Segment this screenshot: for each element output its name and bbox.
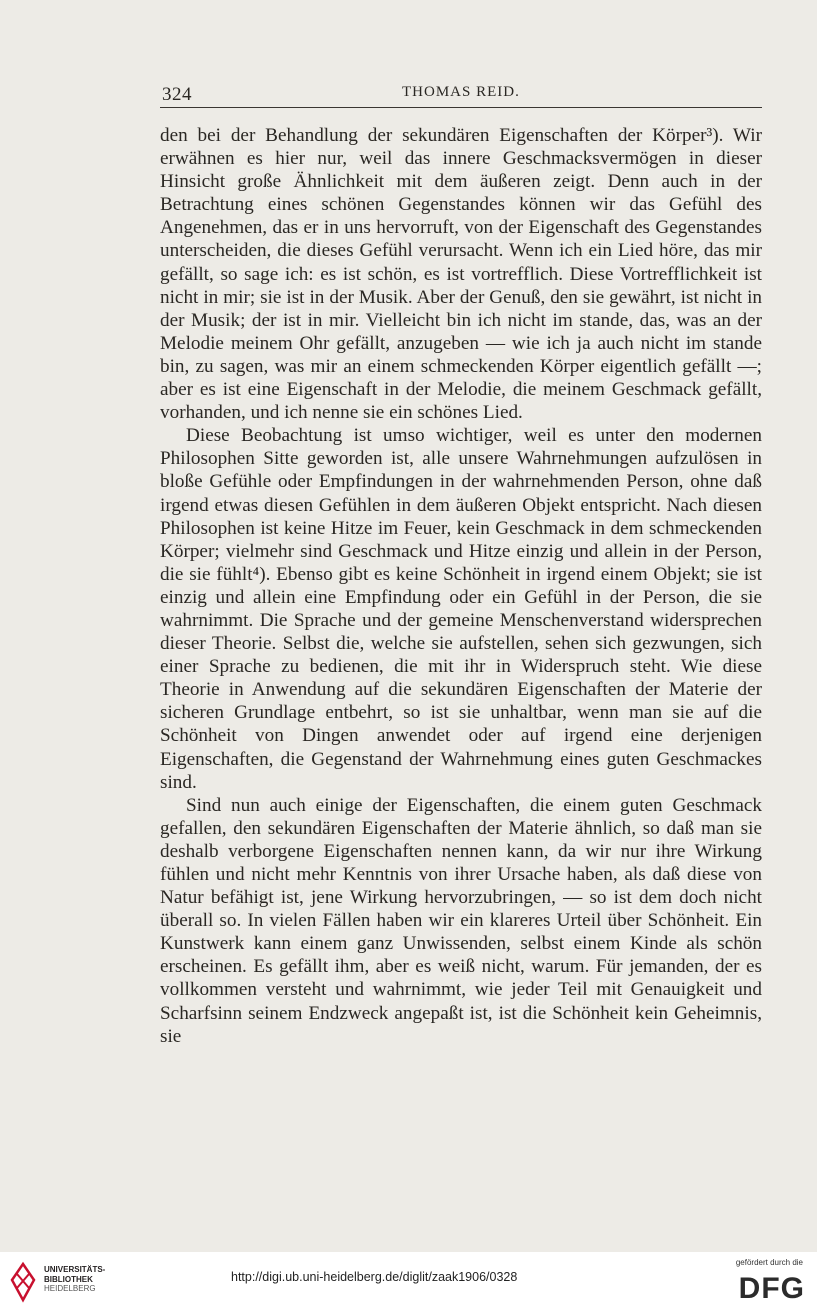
page-number: 324 [162,84,192,105]
header-rule [160,107,762,108]
page-header [160,82,760,110]
viewer-footer [0,1252,817,1312]
library-logo-icon [8,1260,38,1304]
running-head: THOMAS REID. [402,84,520,100]
paragraph-1: den bei der Behandlung der sekundären Eigenschaften der Körper³). Wir erwähnen es hier nur, weil das innere Geschmacksvermögen in dieser Hinsicht große Ähnlichkeit mit dem äußeren zeigt. Denn auch in der Betrachtung eines schönen Gegenstandes können wir das Gefühl des Angenehmen, das er in uns hervorruft, von der Eigenschaft des Gegenstandes unterscheiden, die dieses Gefühl verursacht. Wenn ich ein Lied höre, das mir gefällt, so sage ich: es ist schön, es ist vortrefflich. Diese Vortrefflichkeit ist nicht in mir; sie ist in der Musik. Aber der Genuß, den sie gewährt, ist nicht in der Musik; der ist in mir. Vielleicht bin ich nicht im stande, das, was an der Melodie meinem Ohr gefällt, anzugeben — wie ich ja auch nicht im stande bin, zu sagen, was mir an einem schmeckenden Körper eigentlich gefällt —; aber es ist eine Eigenschaft in der Melodie, die meinem Geschmack gefällt, vorhanden, und ich nenne sie ein schönes Lied. [160,125,762,424]
library-name: UNIVERSITÄTS- BIBLIOTHEK HEIDELBERG [44,1265,106,1293]
dfg-logo: DFG [738,1272,805,1305]
permalink-url[interactable]: http://digi.ub.uni-heidelberg.de/diglit/zaak1906/0328 [231,1270,518,1284]
funded-by-label: gefördert durch die [735,1258,803,1267]
body-text [160,124,762,1048]
paragraph-2: Diese Beobachtung ist umso wichtiger, weil es unter den modernen Philosophen Sitte geworden ist, alle unsere Wahrnehmungen aufzulösen in bloße Gefühle oder Empfindungen in der wahrnehmenden Person, ohne daß irgend etwas diesen Gefühlen in dem äußeren Objekt entspricht. Nach diesen Philosophen ist keine Hitze im Feuer, kein Geschmack in dem schmeckenden Körper; vielmehr sind Geschmack und Hitze einzig und allein in der Person, die sie fühlt⁴). Ebenso gibt es keine Schönheit in irgend einem Objekt; sie ist einzig und allein eine Empfindung oder ein Gefühl in der Person, die sie wahrnimmt. Die Sprache und der gemeine Menschenverstand widersprechen dieser Theorie. Selbst die, welche sie aufstellen, sehen sich gezwungen, sich einer Sprache zu bedienen, die mit ihr in Widerspruch steht. Wie diese Theorie in Anwendung auf die sekundären Eigenschaften der Materie der sicheren Grundlage entbehrt, so ist sie unhaltbar, wenn man sie auf die Schönheit von Dingen anwendet oder auf irgend eine derjenigen Eigenschaften, die Gegenstand der Wahrnehmung eines guten Geschmackes sind. [160,425,762,793]
paragraph-3: Sind nun auch einige der Eigenschaften, die einem guten Geschmack gefallen, den sekundären Eigenschaften der Materie ähnlich, so daß man sie deshalb verborgene Eigenschaften nennen kann, da wir nur ihre Wirkung fühlen und nicht mehr Kenntnis von ihrer Ursache haben, als daß diese von Natur befähigt ist, jene Wirkung hervorzubringen, — so ist dem doch nicht überall so. In vielen Fällen haben wir ein klareres Urteil über Schönheit. Ein Kunstwerk kann einem ganz Unwissenden, selbst einem Kinde als schön erscheinen. Es gefällt ihm, aber es weiß nicht, warum. Für jemanden, der es vollkommen versteht und wahrnimmt, wie jeder Teil mit Genauigkeit und Scharfsinn seinem Endzweck angepaßt ist, ist die Schönheit kein Geheimnis, sie [160,794,762,1047]
